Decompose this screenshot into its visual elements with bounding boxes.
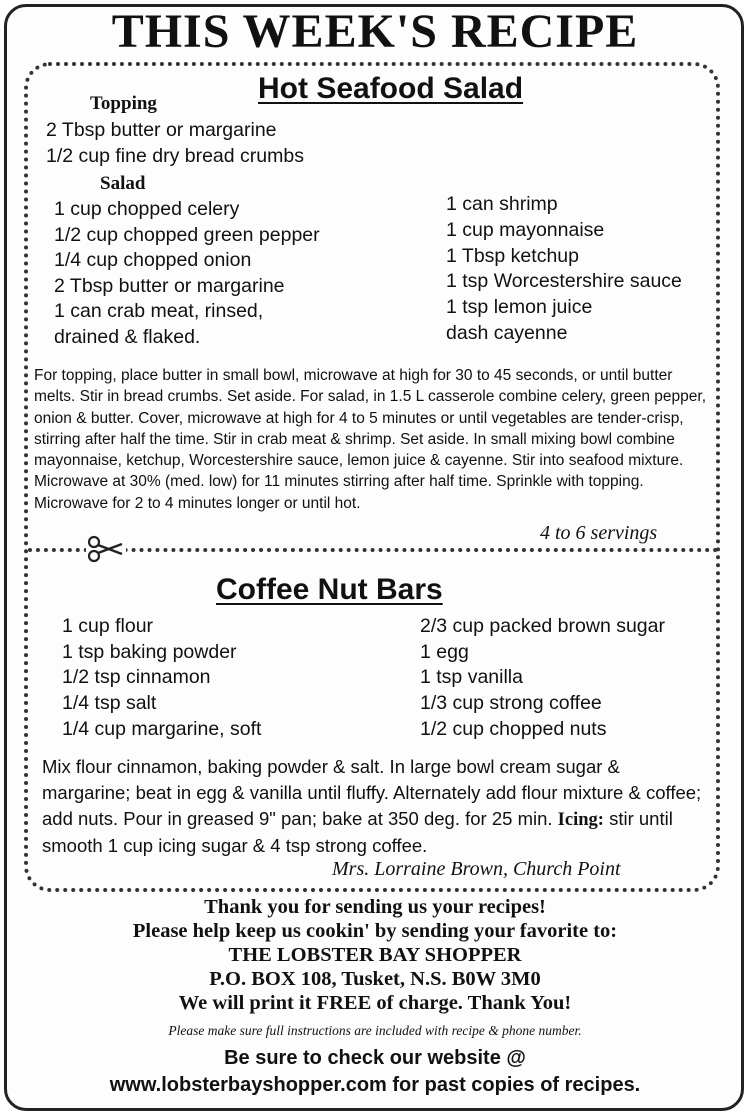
bars-ingredient: 1/2 cup chopped nuts [420,718,607,740]
footer-thank-you: Thank you for sending us your recipes! [204,896,546,918]
salad-ingredient: 1 cup chopped celery [54,198,240,220]
topping-label: Topping [90,93,157,114]
salad-label: Salad [100,173,146,194]
salad-ingredient: drained & flaked. [54,326,201,348]
footer-publication-name: THE LOBSTER BAY SHOPPER [228,944,522,966]
bars-method-text: Mix flour cinnamon, baking powder & salt. In large bowl cream sugar & margarine; beat in egg & vanilla until fluffy. Alternately add flour mixture & coffee; add nuts. Pour in greased 9" pan; bake at 350 deg. for 25 min. [42,756,702,829]
icing-text: stir until smooth 1 cup icing sugar & 4 tsp strong coffee. [42,808,673,856]
footer-website-url: www.lobsterbayshopper.com for past copies of recipes. [109,1074,641,1096]
footer-website-prompt: Be sure to check our website @ [224,1047,526,1069]
footer-address: P.O. BOX 108, Tusket, N.S. B0W 3M0 [209,968,541,990]
recipe-credit: Mrs. Lorraine Brown, Church Point [332,858,621,880]
page-title: THIS WEEK'S RECIPE [111,5,639,58]
salad-ingredient: 1 can shrimp [446,193,558,215]
bars-ingredient: 1/2 tsp cinnamon [62,666,211,688]
salad-ingredient: dash cayenne [446,322,568,344]
salad-ingredient: 1 tsp Worcestershire sauce [446,270,682,292]
salad-ingredient: 1 Tbsp ketchup [446,245,579,267]
topping-ingredient: 1/2 cup fine dry bread crumbs [46,145,304,167]
recipe-title-coffee-nut-bars: Coffee Nut Bars [216,573,443,606]
salad-ingredient: 2 Tbsp butter or margarine [54,275,285,297]
topping-ingredient: 2 Tbsp butter or margarine [46,119,277,141]
seafood-salad-instructions: For topping, place butter in small bowl, microwave at high for 30 to 45 seconds, or until butter melts. Stir in bread crumbs. Set aside. For salad, in 1.5 L casserole combine celery, green pepper, onion & butter. Cover, microwave at high for 4 to 5 minutes or until vegetables are tender-crisp, stirring after half the time. Stir in crab meat & shrimp. Set aside. In small mixing bowl combine mayonnaise, ketchup, Worcestershire sauce, lemon juice & cayenne. Stir into seafood mixture. Microwave at 30% (med. low) for 11 minutes stirring after half time. Sprinkle with topping. Microwave for 2 to 4 minutes longer or until hot. [34,367,706,512]
coffee-nut-bars-instructions [42,754,702,859]
servings-note: 4 to 6 servings [540,522,658,544]
footer-instructions-note: Please make sure full instructions are included with recipe & phone number. [168,1023,582,1038]
footer-free-print: We will print it FREE of charge. Thank You! [178,992,572,1014]
scissors-icon [86,534,126,564]
salad-ingredient: 1 cup mayonnaise [446,219,605,241]
salad-ingredient: 1/2 cup chopped green pepper [54,224,320,246]
bars-ingredient: 1/4 cup margarine, soft [62,718,262,740]
recipe-title-hot-seafood-salad: Hot Seafood Salad [258,72,524,105]
bars-ingredient: 1 egg [420,641,469,663]
bars-ingredient: 1 tsp vanilla [420,666,523,688]
icing-label: Icing: [557,810,604,830]
bars-ingredient: 1 cup flour [62,615,154,637]
salad-ingredient: 1 tsp lemon juice [446,296,593,318]
footer-request: Please help keep us cookin' by sending your favorite to: [132,920,618,942]
bars-ingredient: 2/3 cup packed brown sugar [420,615,665,637]
bars-ingredient: 1/4 tsp salt [62,692,157,714]
cut-line-divider [28,548,718,552]
bars-ingredient: 1/3 cup strong coffee [420,692,602,714]
salad-ingredient: 1 can crab meat, rinsed, [54,300,264,322]
bars-ingredient: 1 tsp baking powder [62,641,237,663]
salad-ingredient: 1/4 cup chopped onion [54,249,252,271]
